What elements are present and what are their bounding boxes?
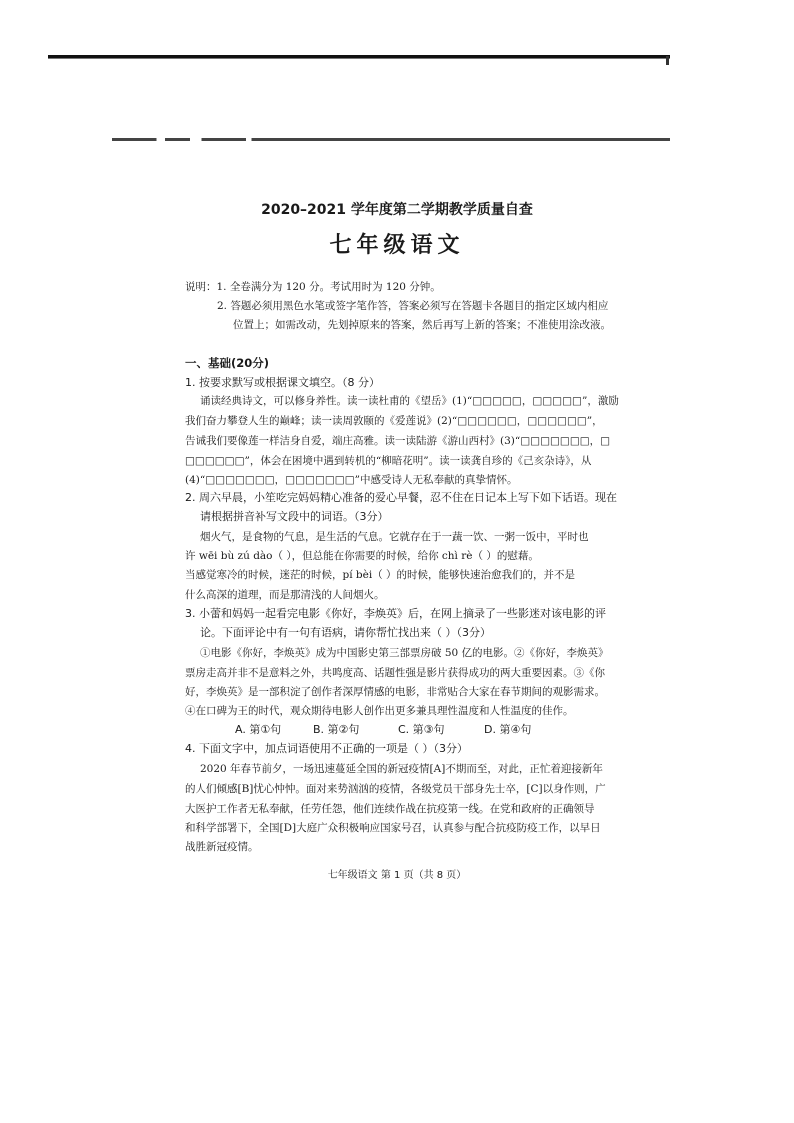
question-1-stem: 1. 按要求默写或根据课文填空。（8 分） [185,376,380,389]
question-2-line: 烟火气，是食物的气息，是生活的气息。它就存在于一蔬一饮、一粥一饭中，平时也 [200,531,589,543]
question-4-line: 2020 年春节前夕，一场迅速蔓延全国的新冠疫情[A]不期而至，对此，正忙着迎接新年 [200,763,603,775]
question-3-stem-cont: 论。下面评论中有一句有语病，请你帮忙找出来（ ）（3分） [200,626,491,639]
instruction-line-3: 位置上；如需改动，先划掉原来的答案，然后再写上新的答案；不准使用涂改液。 [233,319,611,331]
question-2-line: 什么高深的道理，而是那清浅的人间烟火。 [185,589,385,601]
top-border-line [48,55,670,58]
question-1-line: □□□□□□”，体会在困境中遇到转机的“柳暗花明”。读一读龚自珍的《己亥杂诗》，从 [185,455,592,467]
question-3-option-b: B. 第②句 [313,723,360,736]
instruction-line-1: 说明：1. 全卷满分为 120 分。考试用时为 120 分钟。 [185,281,441,293]
question-4-stem: 4. 下面文字中，加点词语使用不正确的一项是（ ）（3分） [185,742,468,755]
question-3-option-a: A. 第①句 [235,723,282,736]
question-3-option-c: C. 第③句 [398,723,445,736]
question-1-line: 我们奋力攀登人生的巅峰；读一读周敦颐的《爱莲说》(2)“□□□□□□，□□□□□□”， [185,415,603,427]
top-border-edge [666,56,669,65]
question-1-line: 告诫我们要像莲一样洁身自爱，端庄高雅。读一读陆游《游山西村》(3)“□□□□□□□，□ [185,435,611,447]
question-1-line: (4)“□□□□□□□，□□□□□□□”中感受诗人无私奉献的真挚情怀。 [185,474,518,486]
question-3-line: ④在口碑为王的时代，观众期待电影人创作出更多兼具理性温度和人性温度的佳作。 [185,705,574,717]
question-2-line: 许 wēi bù zú dào（ ），但总能在你需要的时候，给你 chì rè（ ）的慰藉。 [185,550,539,562]
section-heading: 一、基础(20分) [185,356,270,370]
question-4-line: 和科学部署下，全国[D]大庭广众积极响应国家号召，认真参与配合抗疫防疫工作，以早日 [185,822,601,834]
question-4-line: 大医护工作者无私奉献，任劳任怨，他们连续作战在抗疫第一线。在党和政府的正确领导 [185,803,595,815]
question-2-stem: 2. 周六早晨，小笙吃完妈妈精心准备的爱心早餐，忍不住在日记本上写下如下话语。现在 [185,491,617,504]
exam-title: 2020–2021 学年度第二学期教学质量自查 [261,202,533,218]
question-3-stem: 3. 小蕾和妈妈一起看完电影《你好，李焕英》后，在网上摘录了一些影迷对该电影的评 [185,607,606,620]
page-footer: 七年级语文 第 1 页（共 8 页） [327,870,467,881]
question-3-line: 好，李焕英》是一部积淀了创作者深厚情感的电影，非常贴合大家在春节期间的观影需求。 [185,686,605,698]
question-1-line: 诵读经典诗文，可以修身养性。读一读杜甫的《望岳》(1)“□□□□□，□□□□□”，激励 [200,395,619,407]
header-divider-line [112,138,670,141]
question-4-line: 的人们倾感[B]忧心忡忡。面对来势汹汹的疫情，各级党员干部身先士卒，[C]以身作则，广 [185,783,606,795]
question-2-line: 当感觉寒冷的时候，迷茫的时候，pí bèi（ ）的时候，能够快速治愈我们的，并不是 [185,569,576,581]
question-2-stem-cont: 请根据拼音补写文段中的词语。（3分） [200,510,389,523]
question-3-option-d: D. 第④句 [484,723,532,736]
instruction-line-2: 2. 答题必须用黑色水笔或签字笔作答，答案必须写在答题卡各题目的指定区域内相应 [217,300,609,312]
question-3-line: ①电影《你好，李焕英》成为中国影史第三部票房破 50 亿的电影。②《你好，李焕英》 [200,647,609,659]
question-3-line: 票房走高并非不是意料之外，共鸣度高、话题性强是影片获得成功的两大重要因素。③《你 [185,667,605,679]
exam-subject: 七年级语文 [329,233,465,258]
question-4-line: 战胜新冠疫情。 [185,841,259,853]
